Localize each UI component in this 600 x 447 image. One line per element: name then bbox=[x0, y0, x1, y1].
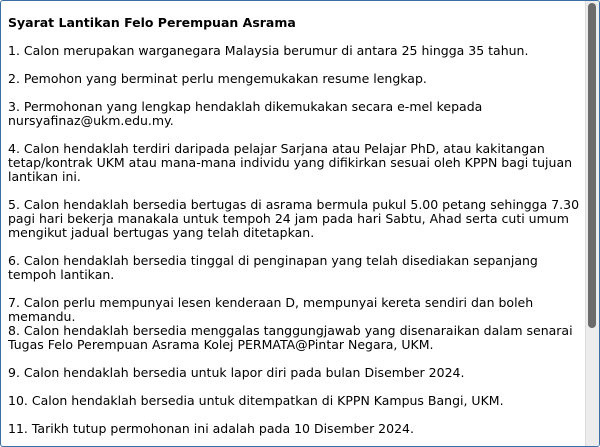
requirement-item-8: 8. Calon hendaklah bersedia menggalas tanggungjawab yang disenaraikan dalam senarai Tugas Felo Perempuan Asrama Kolej PERMATA@Pintar Negara, UKM. bbox=[8, 323, 573, 352]
requirement-item-9: 9. Calon hendaklah bersedia untuk lapor diri pada bulan Disember 2024. bbox=[8, 365, 465, 380]
requirement-item-5: 5. Calon hendaklah bersedia bertugas di asrama bermula pukul 5.00 petang sehingga 7.30 pagi hari bekerja manakala untuk tempoh 24 jam pada hari Sabtu, Ahad serta cuti umum mengikut jadual bertugas yang telah ditetapkan. bbox=[8, 197, 580, 240]
requirements-content bbox=[1, 1, 585, 446]
panel-title: Syarat Lantikan Felo Perempuan Asrama bbox=[8, 15, 296, 30]
requirement-item-7: 7. Calon perlu mempunyai lesen kenderaan D, mempunyai kereta sendiri dan boleh memandu. bbox=[8, 295, 534, 324]
requirement-item-4: 4. Calon hendaklah terdiri daripada pelajar Sarjana atau Pelajar PhD, atau kakitangan tetap/kontrak UKM atau mana-mana individu yang difikirkan sesuai oleh KPPN bagi tujuan lantikan ini. bbox=[8, 141, 573, 184]
requirement-item-11: 11. Tarikh tutup permohonan ini adalah pada 10 Disember 2024. bbox=[8, 421, 414, 436]
vertical-scrollbar[interactable] bbox=[585, 1, 599, 446]
requirement-item-10: 10. Calon hendaklah bersedia untuk ditempatkan di KPPN Kampus Bangi, UKM. bbox=[8, 393, 504, 408]
requirement-item-6: 6. Calon hendaklah bersedia tinggal di penginapan yang telah disediakan sepanjang tempoh lantikan. bbox=[8, 253, 538, 282]
requirement-item-3: 3. Permohonan yang lengkap hendaklah dikemukakan secara e-mel kepada nursyafinaz@ukm.edu.my. bbox=[8, 99, 483, 128]
scrollbar-thumb[interactable] bbox=[588, 3, 596, 328]
requirement-item-1: 1. Calon merupakan warganegara Malaysia berumur di antara 25 hingga 35 tahun. bbox=[8, 43, 529, 58]
requirement-item-2: 2. Pemohon yang berminat perlu mengemukakan resume lengkap. bbox=[8, 71, 427, 86]
